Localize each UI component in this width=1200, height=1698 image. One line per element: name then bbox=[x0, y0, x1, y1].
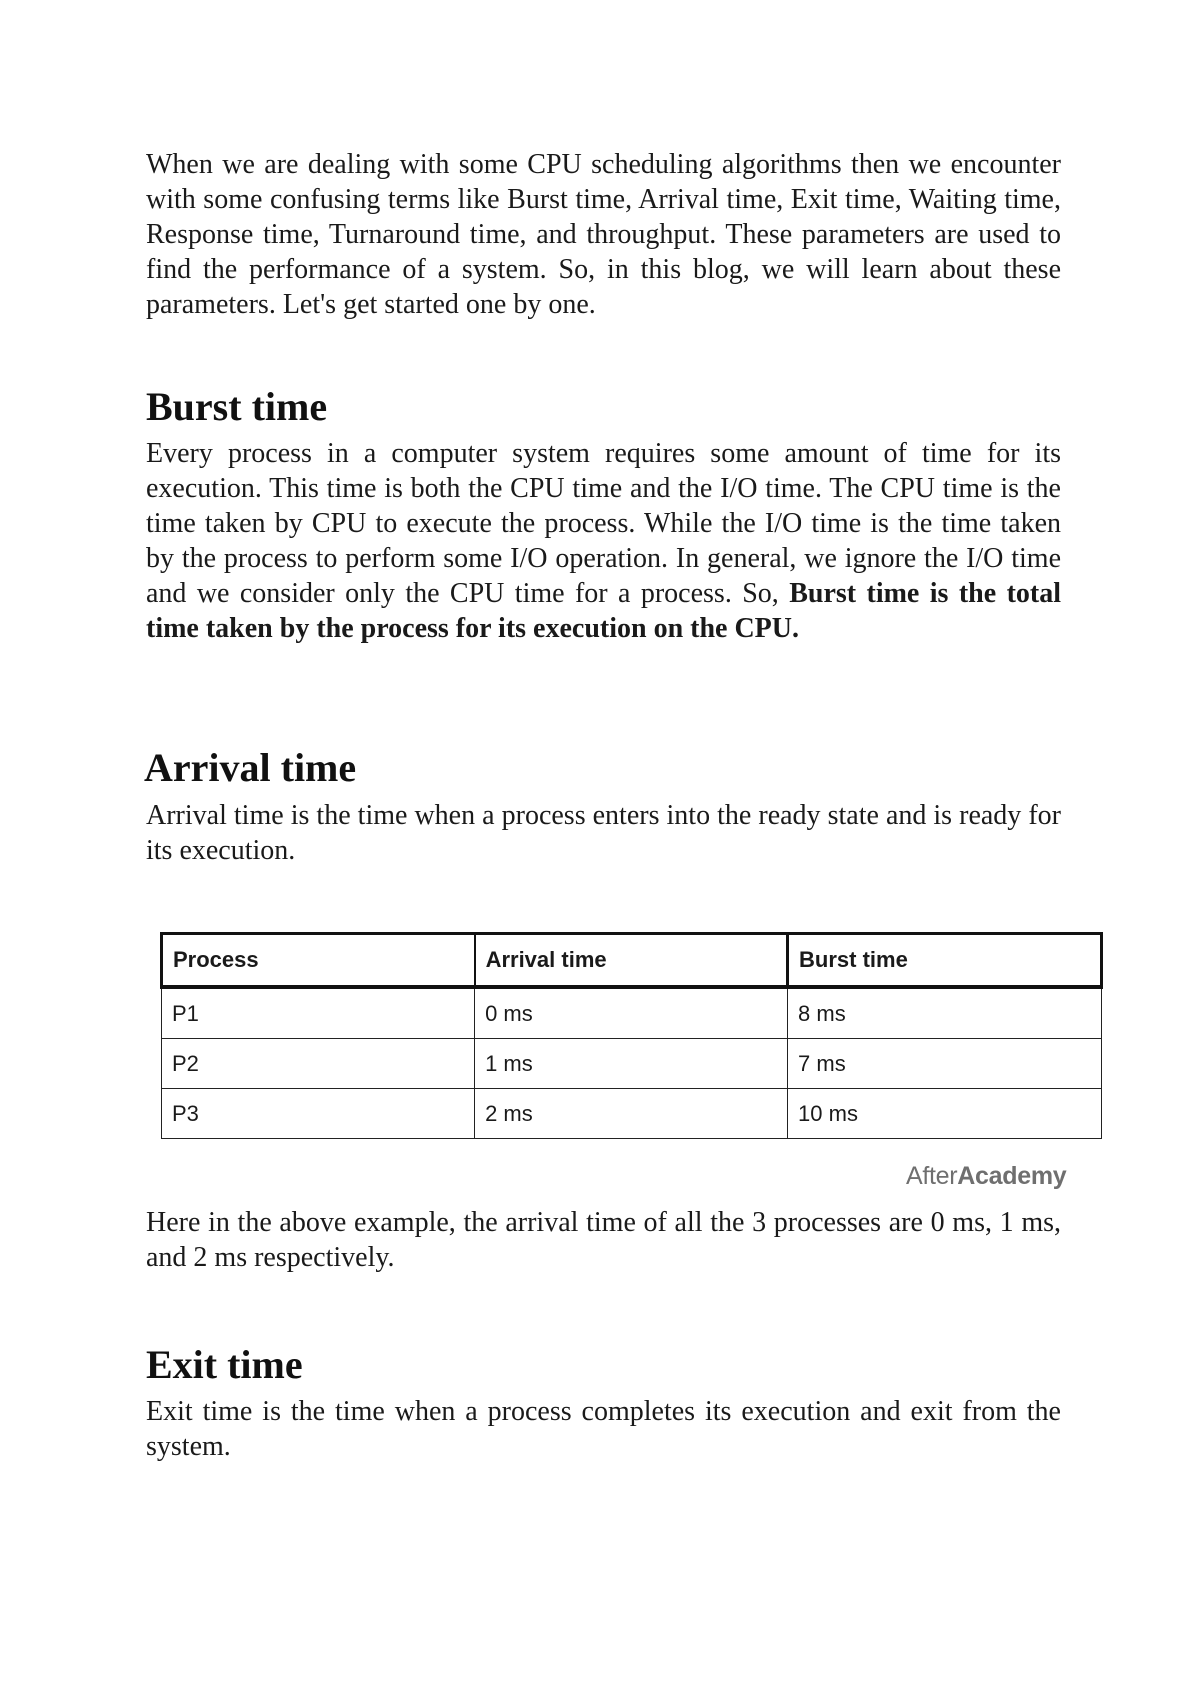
exit-time-paragraph: Exit time is the time when a process completes its execution and exit from the system. bbox=[146, 1396, 1061, 1462]
table-row bbox=[162, 987, 1102, 1039]
cell-arrival-time: 0 ms bbox=[475, 987, 788, 1039]
arrival-time-heading: Arrival time bbox=[144, 745, 357, 790]
process-table bbox=[160, 932, 1103, 1139]
table-row bbox=[162, 1039, 1102, 1089]
watermark-part2: Academy bbox=[957, 1162, 1067, 1190]
exit-time-heading: Exit time bbox=[146, 1342, 303, 1387]
cell-process: P1 bbox=[162, 987, 475, 1039]
burst-time-text: Every process in a computer system requires some amount of time for its execution. This time is both the CPU time and the I/O time. The CPU time is the time taken by CPU to execute the process. While the I/O time is the time taken by the process to perform some I/O operation. In general, we ignore the I/O time and we consider only the CPU time for a process. So, bbox=[146, 438, 1061, 609]
column-header-burst-time: Burst time bbox=[788, 934, 1102, 988]
table-header-row bbox=[162, 934, 1102, 988]
cell-arrival-time: 1 ms bbox=[475, 1039, 788, 1089]
burst-time-definition: Burst time is the total time taken by the process for its execution on the CPU. bbox=[146, 578, 1061, 644]
table-row bbox=[162, 1089, 1102, 1139]
cell-burst-time: 10 ms bbox=[788, 1089, 1102, 1139]
burst-time-heading: Burst time bbox=[146, 384, 328, 429]
cell-process: P2 bbox=[162, 1039, 475, 1089]
column-header-process: Process bbox=[162, 934, 475, 988]
process-table-figure bbox=[160, 932, 1103, 1139]
afteracademy-watermark bbox=[906, 1162, 1066, 1191]
cell-process: P3 bbox=[162, 1089, 475, 1139]
example-paragraph: Here in the above example, the arrival time of all the 3 processes are 0 ms, 1 ms, and 2 ms respectively. bbox=[146, 1207, 1061, 1273]
cell-burst-time: 8 ms bbox=[788, 987, 1102, 1039]
cell-burst-time: 7 ms bbox=[788, 1039, 1102, 1089]
intro-paragraph: When we are dealing with some CPU scheduling algorithms then we encounter with some confusing terms like Burst time, Arrival time, Exit time, Waiting time, Response time, Turnaround time, and throughput. These parameters are used to find the performance of a system. So, in this blog, we will learn about these parameters. Let's get started one by one. bbox=[146, 149, 1061, 320]
burst-time-paragraph bbox=[146, 436, 1061, 646]
cell-arrival-time: 2 ms bbox=[475, 1089, 788, 1139]
watermark-part1: After bbox=[906, 1162, 958, 1190]
arrival-time-paragraph: Arrival time is the time when a process enters into the ready state and is ready for its execution. bbox=[146, 800, 1061, 866]
column-header-arrival-time: Arrival time bbox=[475, 934, 788, 988]
